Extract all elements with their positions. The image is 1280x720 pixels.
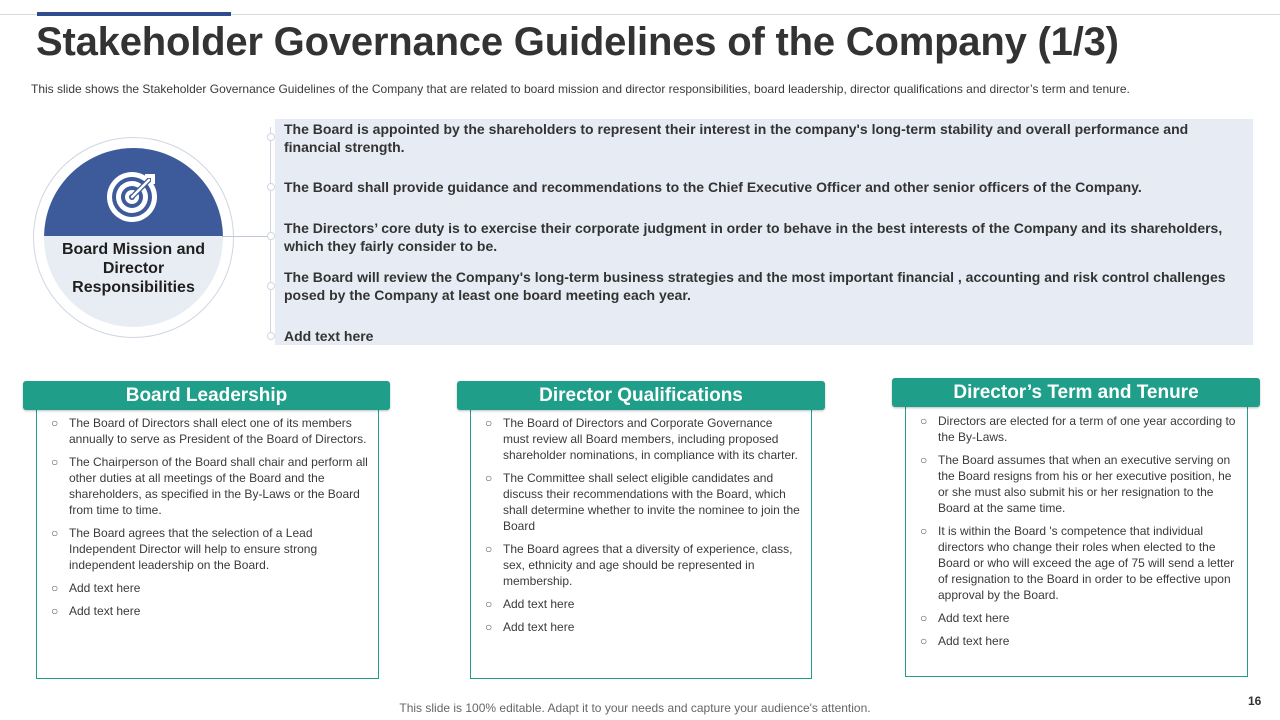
mission-item: Add text here (284, 328, 374, 344)
list-item (483, 415, 801, 463)
list-item-text: Add text here (69, 581, 141, 595)
list-item-text: The Board agrees that a diversity of experience, class, sex, ethnicity and age should be represented in membership. (503, 542, 793, 588)
director-term-tenure-header: Director’s Term and Tenure (892, 378, 1260, 407)
bullet-circle-icon: ○ (51, 526, 59, 540)
mission-item: The Board is appointed by the shareholders to represent their interest in the company's long-term stability and overall performance and financial strength. (284, 121, 1189, 155)
director-term-tenure-list (906, 407, 1247, 649)
bullet-circle-icon: ○ (485, 471, 493, 485)
list-item-text: Add text here (938, 634, 1010, 648)
list-item (918, 633, 1237, 649)
bullet-circle-icon: ○ (920, 453, 928, 467)
bullet-circle-icon: ○ (485, 597, 493, 611)
slide-title: Stakeholder Governance Guidelines of the Company (1/3) (36, 20, 1119, 64)
bullet-circle-icon: ○ (485, 416, 493, 430)
bullet-circle-icon: ○ (920, 634, 928, 648)
title-accent-bar (37, 12, 231, 16)
list-item (49, 603, 368, 619)
board-leadership-card (36, 408, 379, 679)
slide-subtitle: This slide shows the Stakeholder Governance Guidelines of the Company that are related to board mission and director responsibilities, board leadership, director qualifications and director’s term and tenure. (31, 82, 1130, 96)
timeline-dot (267, 282, 275, 290)
mission-item: The Board will review the Company's long-term business strategies and the most important financial , accounting and risk control challenges posed by the Company at least one board meeting each year. (284, 269, 1226, 303)
list-item-text: The Board of Directors and Corporate Governance must review all Board members, including proposed shareholder nominations, in compliance with its charter. (503, 416, 798, 462)
mission-item: The Board shall provide guidance and recommendations to the Chief Executive Officer and other senior officers of the Company. (284, 179, 1142, 195)
mission-label: Board Mission and Director Responsibilities (61, 241, 206, 296)
list-item (918, 610, 1237, 626)
target-icon (105, 168, 161, 224)
bullet-circle-icon: ○ (51, 416, 59, 430)
list-item-text: The Chairperson of the Board shall chair and perform all other duties at all meetings of the Board and the shareholders, as specified in the By-Laws or the Board from time to time. (69, 455, 368, 517)
list-item-text: Add text here (503, 620, 575, 634)
list-item-text: Add text here (503, 597, 575, 611)
bullet-circle-icon: ○ (51, 455, 59, 469)
list-item (483, 470, 801, 534)
bullet-circle-icon: ○ (920, 524, 928, 538)
timeline-dot (267, 183, 275, 191)
list-item (483, 541, 801, 589)
list-item (483, 596, 801, 612)
list-item-text: The Committee shall select eligible candidates and discuss their recommendations with the Board, which shall determine whether to invite the nominee to join the Board (503, 471, 800, 533)
bullet-circle-icon: ○ (51, 604, 59, 618)
mission-circle (44, 148, 223, 327)
timeline-dot (267, 332, 275, 340)
list-item (49, 454, 368, 518)
list-item-text: Add text here (69, 604, 141, 618)
mission-connector (222, 236, 272, 237)
list-item-text: The Board of Directors shall elect one of its members annually to serve as President of the Board of Directors. (69, 416, 367, 446)
director-qualifications-list (471, 409, 811, 635)
list-item-text: Directors are elected for a term of one year according to the By-Laws. (938, 414, 1236, 444)
board-leadership-list (37, 409, 378, 619)
page-number: 16 (1248, 694, 1262, 708)
bullet-circle-icon: ○ (485, 542, 493, 556)
bullet-circle-icon: ○ (920, 611, 928, 625)
list-item-text: Add text here (938, 611, 1010, 625)
list-item (918, 523, 1237, 603)
list-item (918, 413, 1237, 445)
director-term-tenure-card (905, 406, 1248, 677)
timeline-dot (267, 232, 275, 240)
list-item-text: It is within the Board 's competence that individual directors who change their roles when elected to the Board or who will exceed the age of 75 will send a letter of resignation to the Board in order to be effective upon approval by the Board. (938, 524, 1235, 602)
list-item (49, 415, 368, 447)
director-qualifications-card (470, 408, 812, 679)
director-qualifications-header: Director Qualifications (457, 381, 825, 410)
board-leadership-header: Board Leadership (23, 381, 390, 410)
footer-note: This slide is 100% editable. Adapt it to your needs and capture your audience's attention. (399, 701, 871, 715)
list-item-text: The Board agrees that the selection of a Lead Independent Director will help to ensure strong independent leadership on the Board. (69, 526, 318, 572)
mission-item: The Directors’ core duty is to exercise their corporate judgment in order to behave in the best interests of the Company and its shareholders, which they fairly consider to be. (284, 220, 1223, 254)
bullet-circle-icon: ○ (920, 414, 928, 428)
bullet-circle-icon: ○ (485, 620, 493, 634)
list-item (483, 619, 801, 635)
list-item-text: The Board assumes that when an executive serving on the Board resigns from his or her executive position, he or she must also submit his or her resignation to the Board at the same time. (938, 453, 1232, 515)
mission-circle-header (44, 148, 223, 236)
list-item (49, 580, 368, 596)
timeline-dot (267, 133, 275, 141)
list-item (49, 525, 368, 573)
bullet-circle-icon: ○ (51, 581, 59, 595)
list-item (918, 452, 1237, 516)
